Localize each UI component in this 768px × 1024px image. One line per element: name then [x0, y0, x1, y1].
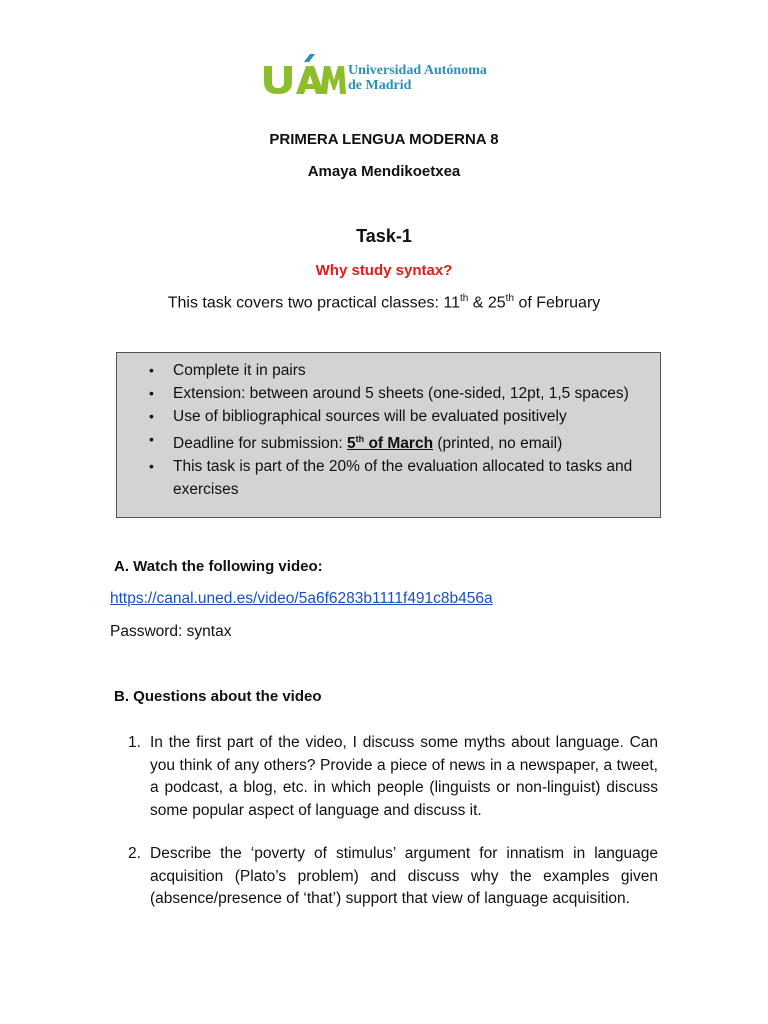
uam-logo-mark-icon — [262, 52, 346, 98]
deadline-date — [347, 435, 433, 452]
bullet-icon: • — [149, 408, 154, 424]
covers-sup2: th — [505, 293, 515, 304]
requirement-item — [117, 359, 660, 382]
requirement-item — [117, 382, 660, 405]
task-subtitle: Why study syntax? — [315, 262, 453, 279]
university-name — [348, 63, 487, 93]
section-a-heading: A. Watch the following video: — [114, 558, 323, 575]
covers-sup1: th — [459, 293, 469, 304]
requirement-item — [117, 455, 660, 501]
bullet-icon: • — [149, 458, 154, 475]
covers-mid: & 25 — [468, 294, 506, 312]
requirements-list — [117, 353, 660, 501]
covers-suffix: of February — [514, 294, 601, 312]
requirements-box — [116, 352, 661, 518]
section-b-heading: B. Questions about the video — [114, 688, 322, 705]
question-text: Describe the ‘poverty of stimulus’ argument for innatism in language acquisition (Plato’s problem) and discuss why the examples given (absence/presence of ‘that’) support that view of language acquisition. — [150, 845, 658, 907]
bullet-icon: • — [149, 385, 154, 401]
video-link[interactable]: https://canal.uned.es/video/5a6f6283b1111f491c8b456a — [110, 590, 493, 607]
task-covers-line — [0, 293, 768, 312]
question-item — [128, 843, 658, 911]
deadline-prefix: Deadline for submission: — [173, 435, 348, 453]
question-item — [128, 732, 658, 822]
deadline-month: of March — [364, 435, 434, 453]
uam-logo — [262, 52, 522, 98]
requirement-item — [117, 405, 660, 428]
deadline-day-sup: th — [355, 434, 365, 444]
author-name: Amaya Mendikoetxea — [307, 163, 461, 180]
deadline-suffix: (printed, no email) — [433, 435, 563, 453]
requirement-text: Complete it in pairs — [173, 362, 306, 379]
bullet-icon: • — [149, 431, 154, 447]
task-title: Task-1 — [356, 226, 412, 246]
university-name-line2: de Madrid — [348, 78, 412, 93]
course-title: PRIMERA LENGUA MODERNA 8 — [269, 131, 499, 148]
video-password: Password: syntax — [110, 623, 232, 640]
covers-prefix: This task covers two practical classes: 11 — [167, 294, 460, 312]
requirement-text: Extension: between around 5 sheets (one-sided, 12pt, 1,5 spaces) — [173, 385, 629, 402]
question-number: 1. — [128, 734, 141, 751]
deadline-day: 5 — [347, 435, 356, 453]
question-number: 2. — [128, 845, 141, 862]
requirement-text: This task is part of the 20% of the evaluation allocated to tasks and exercises — [173, 458, 633, 499]
requirement-item — [117, 428, 660, 455]
university-name-line1: Universidad Autónoma — [348, 63, 487, 78]
question-text: In the first part of the video, I discuss some myths about language. Can you think of any others? Provide a piece of news in a newspaper, a tweet, a podcast, a blog, etc. in which people (linguists or non-linguist) discuss some popular aspect of language and discuss it. — [150, 734, 658, 819]
bullet-icon: • — [149, 362, 154, 378]
requirement-text: Use of bibliographical sources will be evaluated positively — [173, 408, 567, 425]
